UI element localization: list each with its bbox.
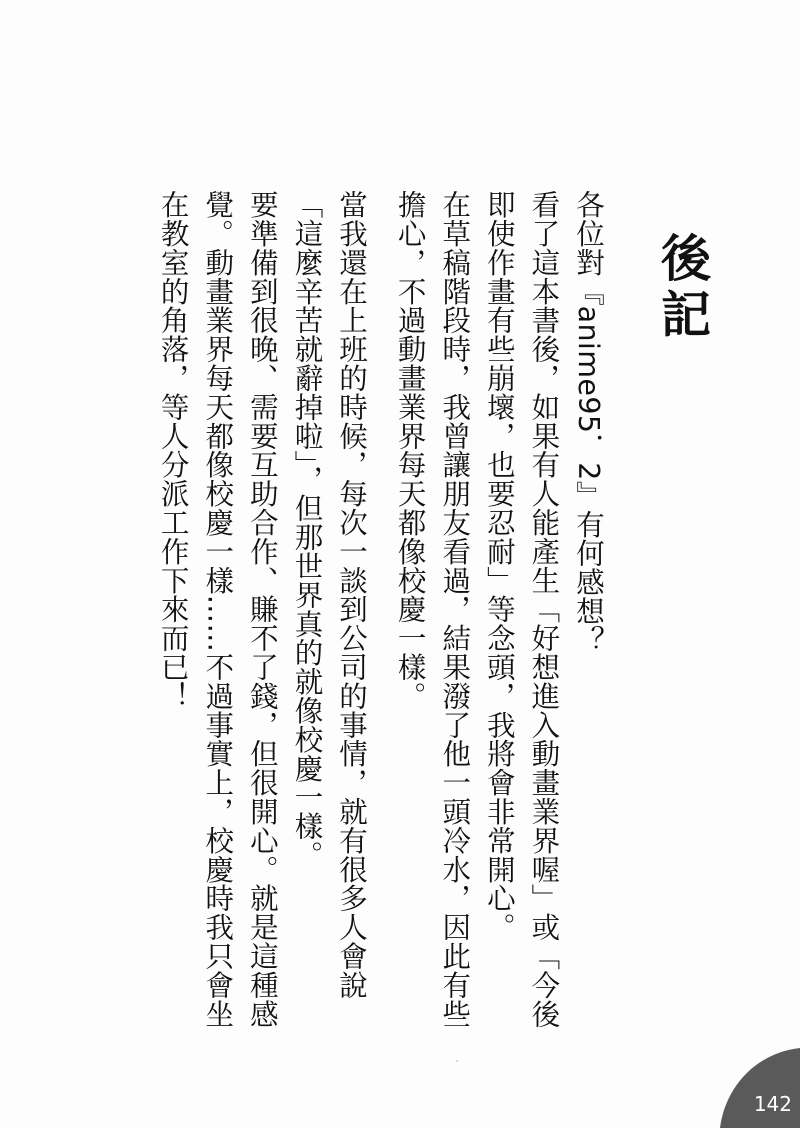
afterword-text bbox=[150, 190, 610, 1030]
page-title: 後記 bbox=[653, 232, 711, 344]
paragraph-2: 看了這本書後，如果有人能產生「好想進入動畫業界喔」或「今後即使作畫有些崩壞，也要忍耐」等念頭，我將會非常開心。 bbox=[482, 190, 561, 1029]
stray-mark bbox=[456, 1060, 458, 1062]
paragraph-1: 各位對『anime95．2』有何感想？ bbox=[572, 190, 605, 655]
paragraph-4: 當我還在上班的時候，每次一談到公司的事情，就有很多人會說「這麼辛苦就辭掉啦」，但那世界真的就像校慶一樣。 bbox=[290, 190, 369, 1000]
page-number-tab bbox=[720, 1048, 800, 1128]
paragraph-3: 在草稿階段時，我曾讓朋友看過，結果潑了他一頭冷水，因此有些擔心，不過動畫業界每天都像校慶一樣。 bbox=[393, 190, 472, 1029]
paragraph-5: 要準備到很晚、需要互助合作、賺不了錢，但很開心。就是這種感覺。動畫業界每天都像校慶一樣……不過事實上，校慶時我只會坐在教室的角落，等人分派工作下來而已！ bbox=[156, 190, 279, 1029]
corner-tab-icon bbox=[720, 1048, 800, 1128]
page-number: 142 bbox=[753, 1092, 792, 1116]
